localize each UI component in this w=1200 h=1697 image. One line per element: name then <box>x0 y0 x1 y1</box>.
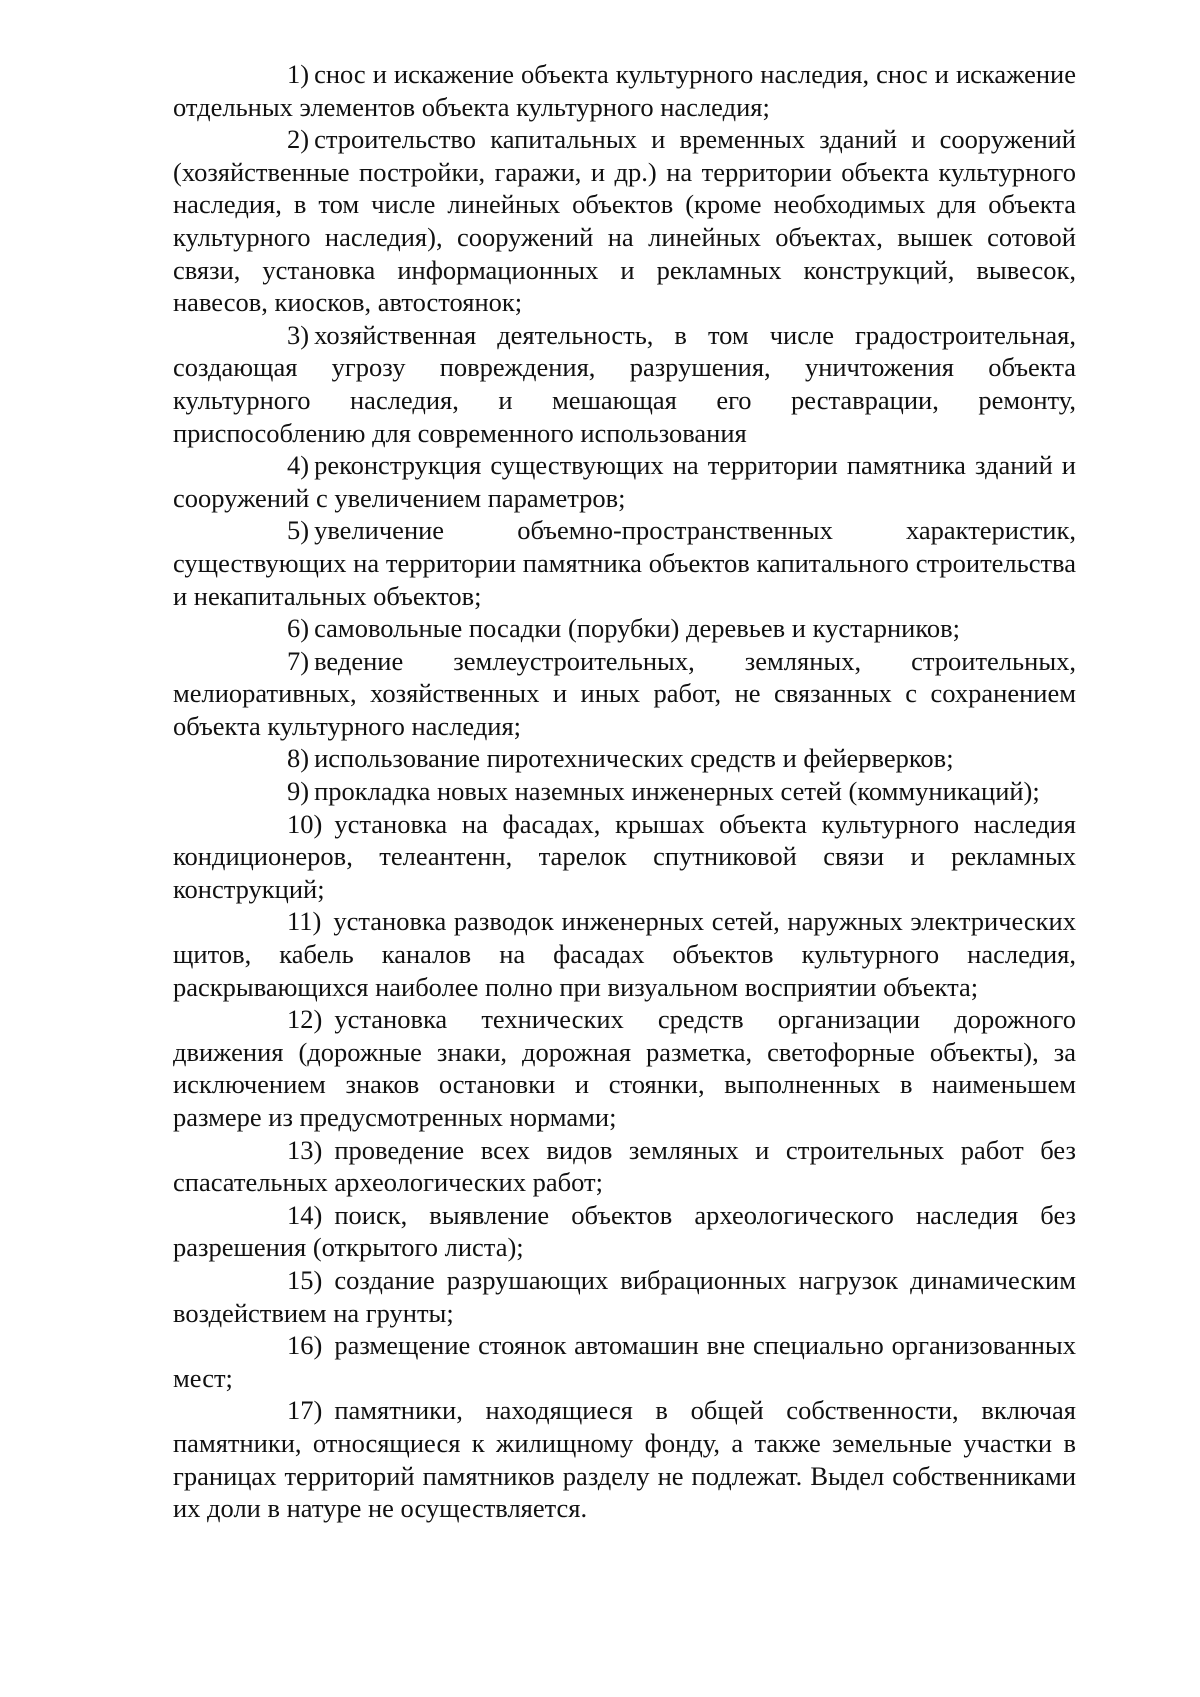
list-item <box>173 1003 1076 1133</box>
item-text: реконструкция существующих на территории памятника зданий и сооружений с увеличением параметров; <box>173 450 1076 513</box>
restrictions-list <box>173 58 1076 1525</box>
item-number: 4) <box>287 450 310 481</box>
item-number: 6) <box>287 613 310 644</box>
item-number: 16) <box>287 1330 323 1361</box>
item-text: прокладка новых наземных инженерных сетей (коммуникаций); <box>314 776 1040 807</box>
list-item <box>173 449 1076 514</box>
item-number: 2) <box>287 124 310 155</box>
list-item <box>173 612 1076 645</box>
item-text: создание разрушающих вибрационных нагрузок динамическим воздействием на грунты; <box>173 1264 1076 1328</box>
item-text: проведение всех видов земляных и строительных работ без спасательных археологических работ; <box>173 1134 1076 1198</box>
list-item <box>173 1329 1076 1394</box>
item-number: 1) <box>287 59 310 89</box>
item-number: 14) <box>287 1199 323 1230</box>
list-item <box>173 1394 1076 1524</box>
list-item <box>173 514 1076 612</box>
item-text: увеличение объемно-пространственных характеристик, существующих на территории памятника объектов капитального строительства и некапитальных объектов; <box>173 515 1076 611</box>
item-text: размещение стоянок автомашин вне специально организованных мест; <box>173 1330 1076 1393</box>
item-number: 17) <box>287 1395 323 1426</box>
list-item <box>173 742 1076 775</box>
item-number: 5) <box>287 515 310 546</box>
list-item <box>173 645 1076 743</box>
item-text: самовольные посадки (порубки) деревьев и кустарников; <box>314 613 961 644</box>
item-number: 8) <box>287 743 310 774</box>
item-text: поиск, выявление объектов археологического наследия без разрешения (открытого листа); <box>173 1199 1076 1263</box>
list-item <box>173 775 1076 808</box>
item-text: памятники, находящиеся в общей собственности, включая памятники, относящиеся к жилищному фонду, а также земельные участки в границах территорий памятников разделу не подлежат. Выдел собственниками их доли в натуре не осуществляется. <box>173 1395 1076 1524</box>
list-item <box>173 1134 1076 1199</box>
item-text: строительство капитальных и временных зданий и сооружений (хозяйственные постройки, гаражи, и др.) на территории объекта культурного наследия, в том числе линейных объектов (кроме необходимых для объекта культурного наследия), сооружений на линейных объектах, вышек сотовой связи, установка информационных и рекламных конструкций, вывесок, навесов, киосков, автостоянок; <box>173 124 1076 318</box>
item-text: установка технических средств организации дорожного движения (дорожные знаки, дорожная разметка, светофорные объекты), за исключением знаков остановки и стоянки, выполненных в наименьшем размере из предусмотренных нормами; <box>173 1004 1076 1132</box>
list-item <box>173 1264 1076 1329</box>
item-number: 13) <box>287 1134 323 1165</box>
item-number: 7) <box>287 645 310 676</box>
item-text: ведение землеустроительных, земляных, строительных, мелиоративных, хозяйственных и иных работ, не связанных с сохранением объекта культурного наследия; <box>173 645 1076 741</box>
item-number: 12) <box>287 1004 323 1035</box>
item-text: использование пиротехнических средств и фейерверков; <box>314 743 954 774</box>
list-item <box>173 905 1076 1003</box>
list-item <box>173 1199 1076 1264</box>
item-text: установка разводок инженерных сетей, наружных электрических щитов, кабель каналов на фасадах объектов культурного наследия, раскрывающихся наиболее полно при визуальном восприятии объекта; <box>173 906 1076 1002</box>
item-number: 3) <box>287 319 310 350</box>
item-number: 10) <box>287 808 323 839</box>
item-text: хозяйственная деятельность, в том числе градостроительная, создающая угрозу повреждения, разрушения, уничтожения объекта культурного наследия, и мешающая его реставрации, ремонту, приспособлению для современного использования <box>173 319 1076 448</box>
item-text: установка на фасадах, крышах объекта культурного наследия кондиционеров, телеантенн, тарелок спутниковой связи и рекламных конструкций; <box>173 808 1076 904</box>
item-text: снос и искажение объекта культурного наследия, снос и искажение отдельных элементов объекта культурного наследия; <box>173 59 1076 122</box>
list-item <box>173 58 1076 123</box>
list-item <box>173 123 1076 319</box>
list-item <box>173 808 1076 906</box>
item-number: 11) <box>287 906 322 937</box>
item-number: 15) <box>287 1264 323 1295</box>
list-item <box>173 319 1076 449</box>
item-number: 9) <box>287 776 310 807</box>
